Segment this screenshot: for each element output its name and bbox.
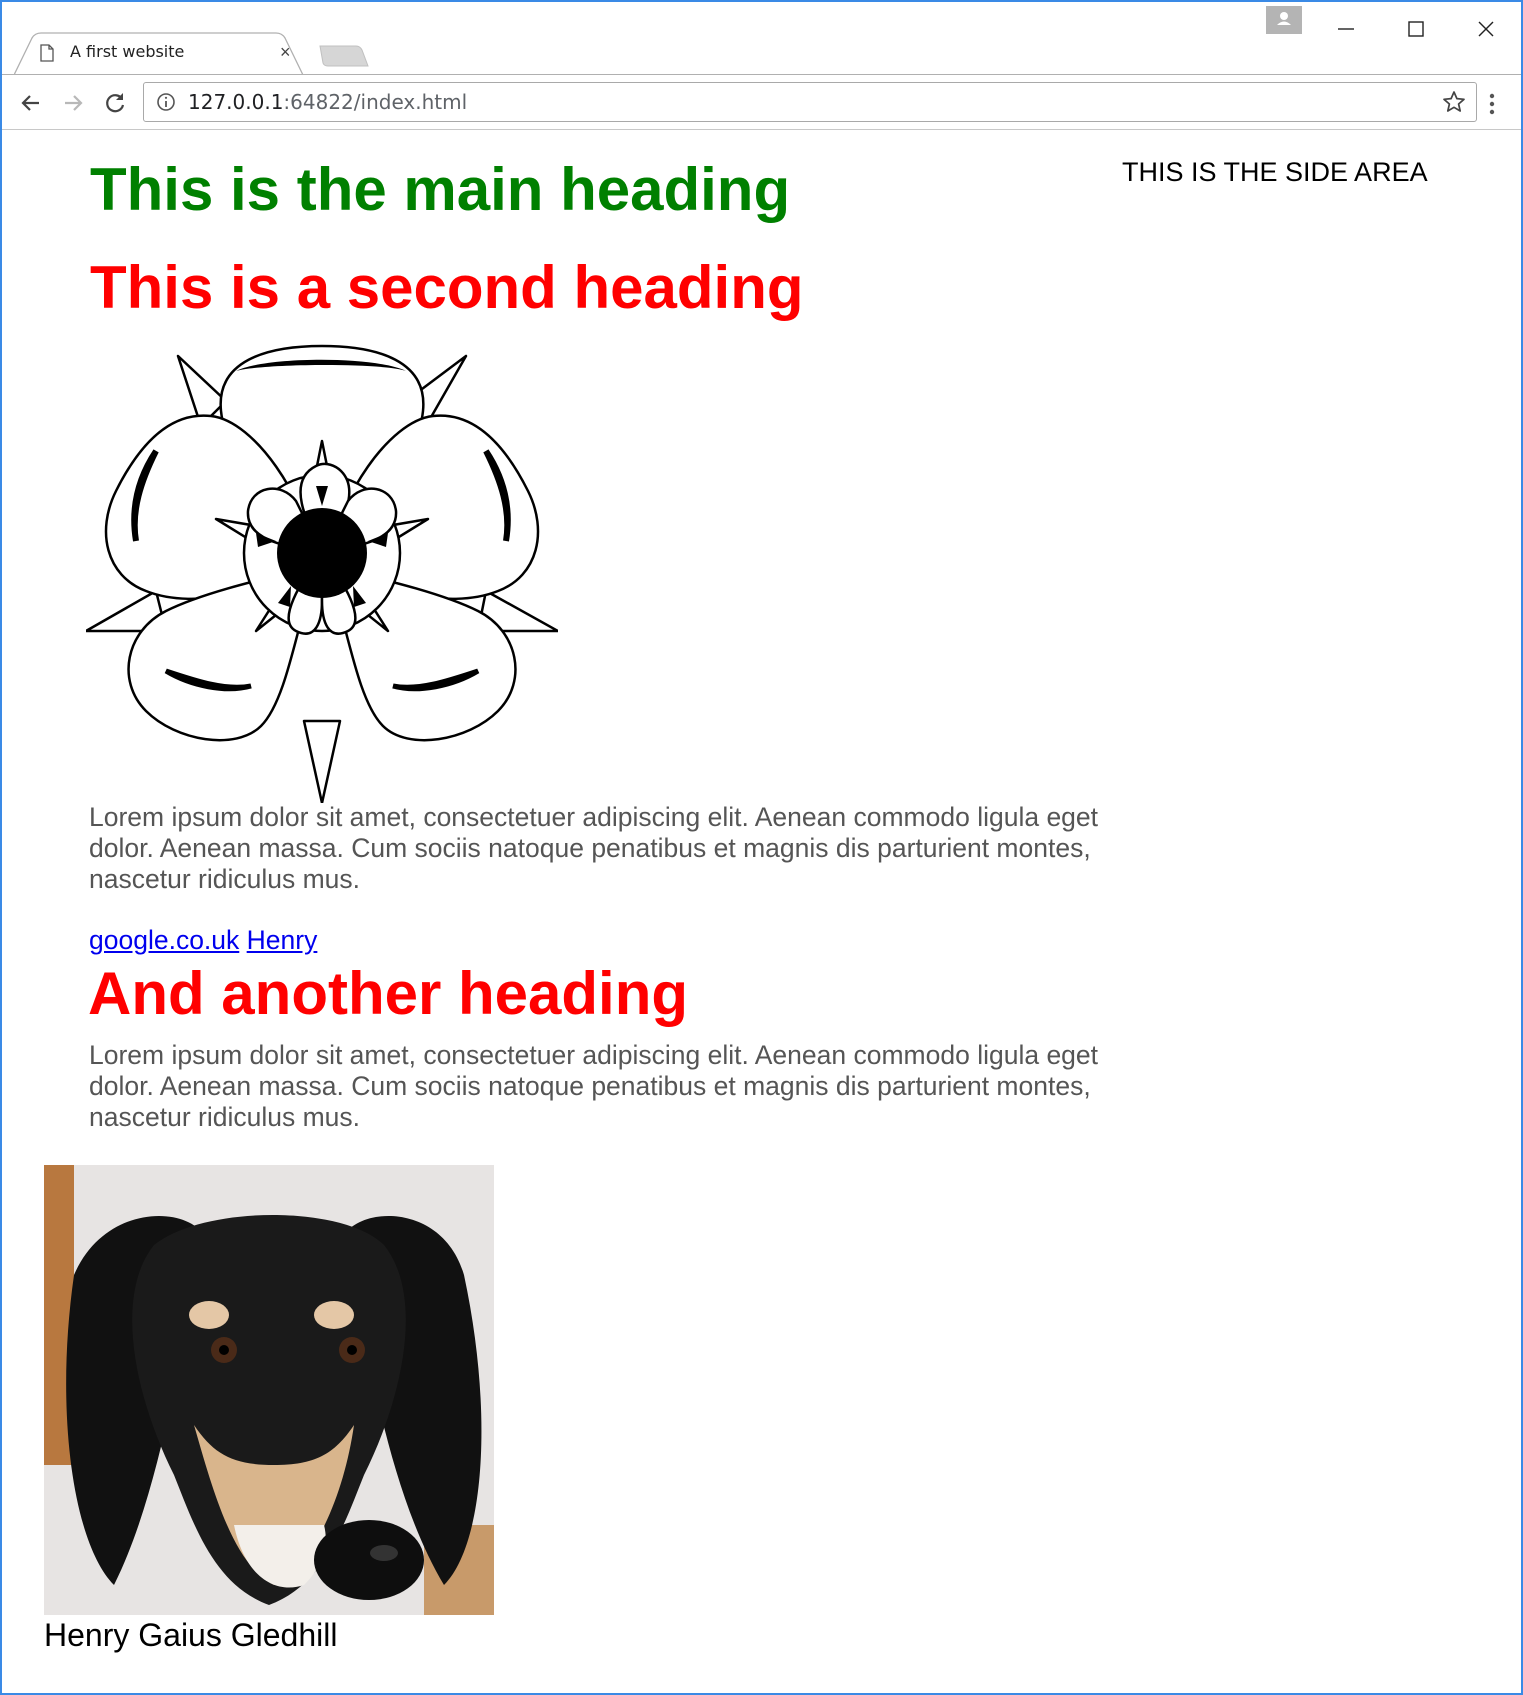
side-area: THIS IS THE SIDE AREA bbox=[1122, 157, 1428, 187]
browser-toolbar bbox=[2, 74, 1521, 130]
url-host: 127.0.0.1 bbox=[188, 90, 284, 114]
forward-icon[interactable] bbox=[60, 90, 86, 116]
url-text[interactable] bbox=[188, 90, 467, 114]
third-heading: And another heading bbox=[88, 960, 688, 1027]
minimize-icon[interactable] bbox=[1324, 14, 1368, 44]
maximize-icon[interactable] bbox=[1394, 14, 1438, 44]
page-content bbox=[2, 129, 1521, 1693]
new-tab-button[interactable] bbox=[318, 44, 370, 68]
window-close-icon[interactable] bbox=[1464, 14, 1508, 44]
url-path: :64822/index.html bbox=[283, 90, 468, 114]
links bbox=[89, 925, 317, 956]
link-henry[interactable]: Henry bbox=[246, 925, 318, 955]
dog-photo bbox=[44, 1165, 494, 1615]
rose-image bbox=[86, 341, 558, 803]
link-google[interactable]: google.co.uk bbox=[89, 925, 240, 955]
main-heading: This is the main heading bbox=[90, 156, 791, 223]
back-icon[interactable] bbox=[18, 90, 44, 116]
close-icon[interactable]: × bbox=[280, 42, 291, 62]
tab-title: A first website bbox=[70, 42, 185, 61]
menu-icon[interactable] bbox=[1486, 91, 1498, 117]
second-heading: This is a second heading bbox=[90, 254, 804, 321]
reload-icon[interactable] bbox=[102, 90, 128, 116]
paragraph-2: Lorem ipsum dolor sit amet, consectetuer adipiscing elit. Aenean commodo ligula eget dolor. Aenean massa. Cum sociis natoque penatibus et magnis dis parturient montes, nascetur ridiculus mus. bbox=[89, 1040, 1099, 1132]
title-bar bbox=[2, 2, 1521, 74]
address-bar[interactable] bbox=[143, 82, 1477, 122]
file-icon bbox=[40, 44, 54, 62]
info-icon[interactable] bbox=[156, 92, 176, 112]
star-icon[interactable] bbox=[1442, 90, 1466, 114]
photo-caption: Henry Gaius Gledhill bbox=[44, 1617, 338, 1653]
profile-icon[interactable] bbox=[1266, 6, 1302, 34]
paragraph-1: Lorem ipsum dolor sit amet, consectetuer adipiscing elit. Aenean commodo ligula eget dolor. Aenean massa. Cum sociis natoque penatibus et magnis dis parturient montes, nascetur ridiculus mus. bbox=[89, 802, 1099, 894]
